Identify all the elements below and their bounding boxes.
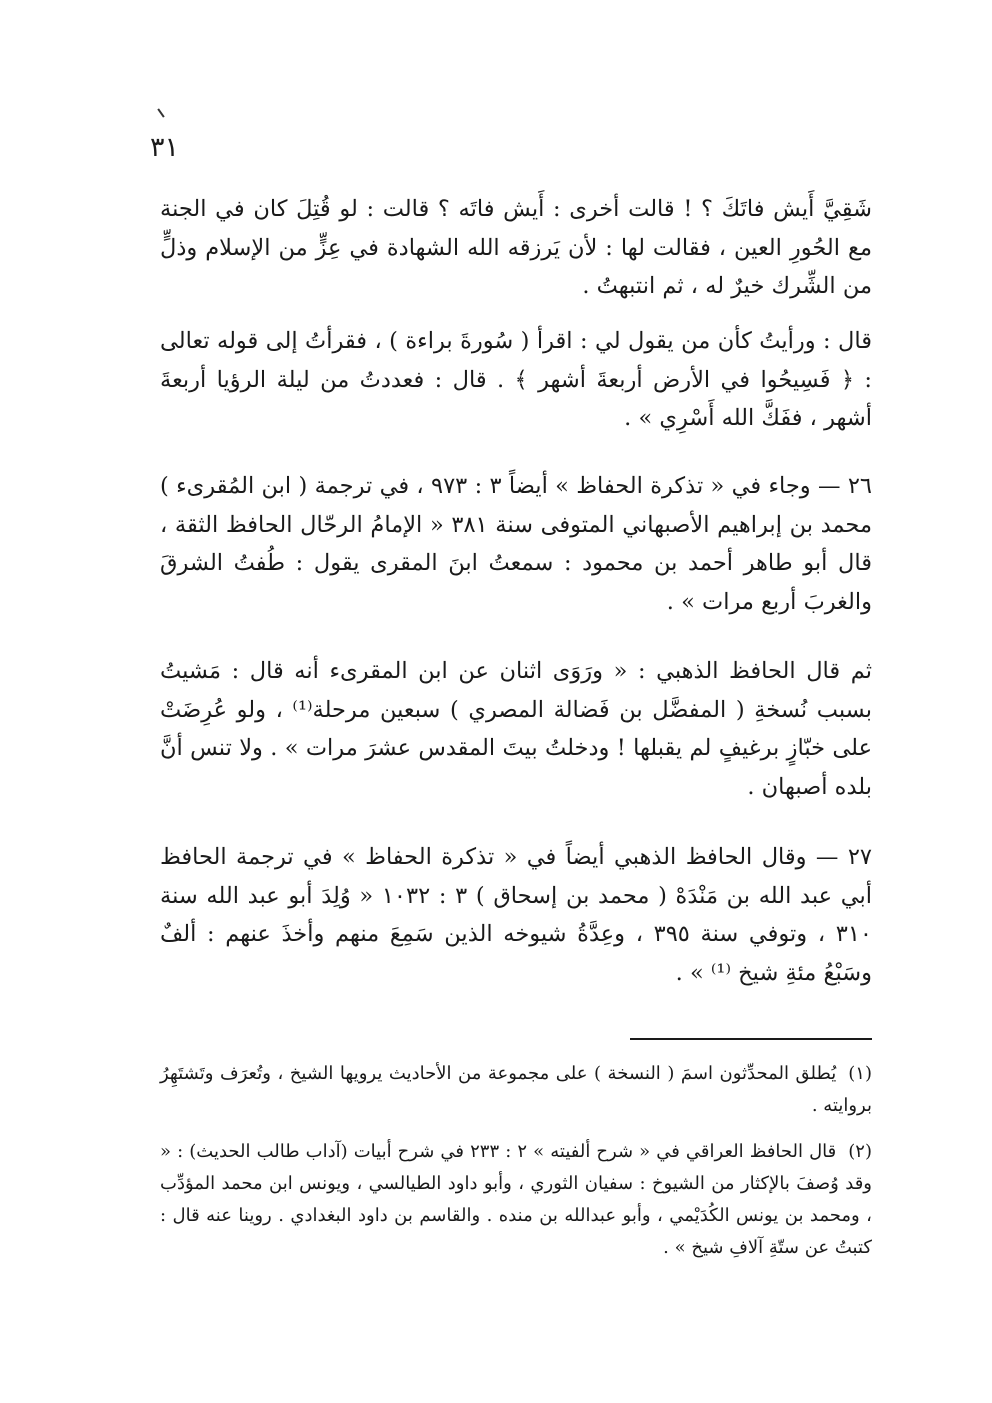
paragraph-dream-continuation: شَقِيَّ أَيش فاتَكَ ؟ ! قالت أخرى : أَيش فاتَه ؟ قالت : لو قُتِلَ كان في الجنة مع الحُورِ العين ، فقالت لها : لأن يَرزقه الله الشهادة في عِزٍّ من الإسلام وذلٍّ من الشِّرك خيرٌ له ، ثم انتبهتُ . [160, 196, 872, 299]
paragraph-item-26: ٢٦ — وجاء في « تذكرة الحفاظ » أيضاً ٣ : ٩٧٣ ، في ترجمة ( ابن المُقرىء ) محمد بن إبراهيم الأصبهاني المتوفى سنة ٣٨١ « الإمامُ الرحّال الحافظ الثقة ، قال أبو طاهر أحمد بن محمود : سمعتُ ابنَ المقرى يقول : طُفتُ الشرقَ والغربَ أربع مرات » . [160, 473, 873, 615]
footnote-marker: (١) [848, 1063, 872, 1084]
footnote-text: قال الحافظ العراقي في « شرح ألفيته » ٢ : ٢٣٣ في شرح أبيات (آداب طالب الحديث) : « وقد وُصفَ بالإكثار من الشيوخ : سفيان الثوري ، وأبو داود الطيالسي ، ويونس ابن محمد المؤدِّب ، ومحمد بن يونس الكُدَيْمي ، وأبو عبدالله بن منده . والقاسم بن داود البغدادي . روينا عنه قال : كتبتُ عن ستّةِ آلافِ شيخ » . [160, 1141, 872, 1258]
footnote-marker: (٢) [848, 1141, 872, 1162]
paragraph-item-27: ٢٧ — وقال الحافظ الذهبي أيضاً في « تذكرة الحفاظ » في ترجمة الحافظ أبي عبد الله بن مَنْدَهْ ( محمد بن إسحاق ) ٣ : ١٠٣٢ « وُلِدَ أبو عبد الله سنة ٣١٠ ، وتوفي سنة ٣٩٥ ، وعِدَّةُ شيوخه الذين سَمِعَ منهم وأخذَ عنهم : ألفٌ وسَبْعُ مئةِ شيخ ⁽¹⁾ » . [160, 844, 872, 986]
footnote-separator [630, 1038, 872, 1040]
paragraph-surat-baraa: قال : ورأيتُ كأن من يقول لي : اقرأ ( سُورةَ براءة ) ، فقرأتُ إلى قوله تعالى : ﴿ فَسِيحُوا في الأرض أربعةَ أشهر ﴾ . قال : فعددتُ من ليلة الرؤيا أربعةَ أشهر ، ففَكَّ الله أَسْرِي » . [160, 328, 872, 431]
margin-tick-mark [157, 108, 164, 117]
footnote-text: يُطلق المحدِّثون اسمَ ( النسخة ) على مجموعة من الأحاديث يرويها الشيخ ، وتُعرَف وتَشتَهِرُ بروايته . [160, 1063, 872, 1116]
footnote-2 [160, 1136, 872, 1264]
paragraph-dhahabi-ibn-muqri: ثم قال الحافظ الذهبي : « ورَوَى اثنان عن ابن المقرىء أنه قال : مَشيتُ بسبب نُسخةِ ( المفضَّل بن فَضالة المصري ) سبعين مرحلة⁽¹⁾ ، ولو عُرِضَتْ على خبّازٍ برغيفٍ لم يقبلها ! ودخلتُ بيتَ المقدس عشرَ مرات » . ولا تنس أنَّ بلده أصبهان . [160, 658, 872, 800]
page-number: ٣١ [150, 132, 180, 163]
footnote-1 [160, 1058, 872, 1122]
